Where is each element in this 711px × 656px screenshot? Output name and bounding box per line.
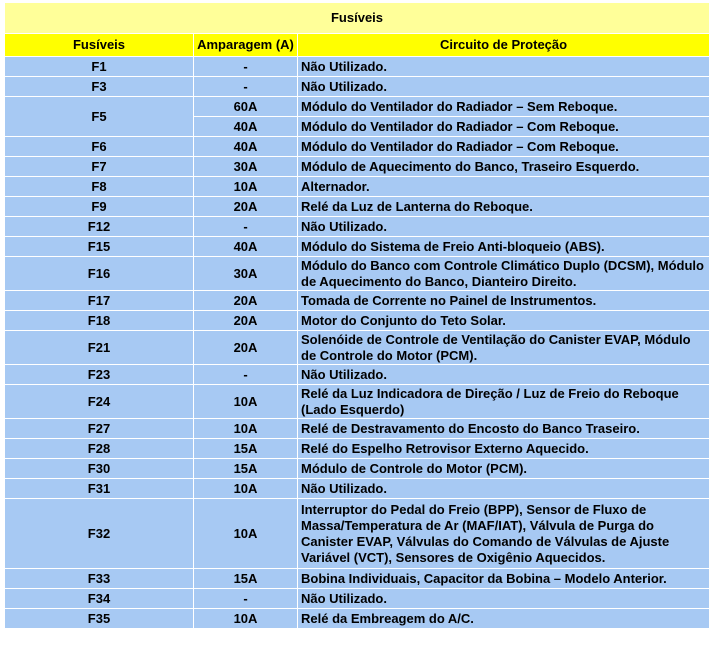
table-row xyxy=(5,137,710,157)
fuse-id-cell: F28 xyxy=(5,439,194,459)
circuit-cell: Não Utilizado. xyxy=(298,217,710,237)
table-row xyxy=(5,589,710,609)
table-row xyxy=(5,237,710,257)
table-row xyxy=(5,609,710,629)
table-row xyxy=(5,197,710,217)
table-body xyxy=(5,57,710,629)
fuse-id-cell: F9 xyxy=(5,197,194,217)
circuit-cell: Módulo do Banco com Controle Climático Duplo (DCSM), Módulo de Aquecimento do Banco, Dianteiro Direito. xyxy=(298,257,710,291)
fuse-id-cell: F21 xyxy=(5,331,194,365)
table-row xyxy=(5,291,710,311)
circuit-cell: Relé de Destravamento do Encosto do Banco Traseiro. xyxy=(298,419,710,439)
circuit-cell: Módulo de Aquecimento do Banco, Traseiro Esquerdo. xyxy=(298,157,710,177)
table-row xyxy=(5,499,710,569)
circuit-cell: Módulo de Controle do Motor (PCM). xyxy=(298,459,710,479)
header-amperage: Amparagem (A) xyxy=(194,34,298,57)
amperage-cell: - xyxy=(194,217,298,237)
circuit-cell: Módulo do Ventilador do Radiador – Com Reboque. xyxy=(298,117,710,137)
table-row xyxy=(5,57,710,77)
fuse-table xyxy=(4,2,710,629)
amperage-cell: 60A xyxy=(194,97,298,117)
table-row xyxy=(5,177,710,197)
fuse-id-cell: F15 xyxy=(5,237,194,257)
amperage-cell: 10A xyxy=(194,419,298,439)
table-row xyxy=(5,385,710,419)
fuse-id-cell: F32 xyxy=(5,499,194,569)
circuit-cell: Relé da Luz Indicadora de Direção / Luz de Freio do Reboque (Lado Esquerdo) xyxy=(298,385,710,419)
amperage-cell: - xyxy=(194,77,298,97)
circuit-cell: Relé da Embreagem do A/C. xyxy=(298,609,710,629)
amperage-cell: 10A xyxy=(194,385,298,419)
table-header-row xyxy=(5,34,710,57)
fuse-id-cell: F31 xyxy=(5,479,194,499)
circuit-cell: Solenóide de Controle de Ventilação do Canister EVAP, Módulo de Controle do Motor (PCM). xyxy=(298,331,710,365)
fuse-id-cell: F33 xyxy=(5,569,194,589)
table-row xyxy=(5,311,710,331)
amperage-cell: 40A xyxy=(194,237,298,257)
table-row xyxy=(5,257,710,291)
fuse-id-cell: F12 xyxy=(5,217,194,237)
circuit-cell: Motor do Conjunto do Teto Solar. xyxy=(298,311,710,331)
fuse-id-cell: F23 xyxy=(5,365,194,385)
circuit-cell: Não Utilizado. xyxy=(298,479,710,499)
amperage-cell: 20A xyxy=(194,311,298,331)
amperage-cell: 30A xyxy=(194,257,298,291)
amperage-cell: 30A xyxy=(194,157,298,177)
circuit-cell: Não Utilizado. xyxy=(298,589,710,609)
fuse-id-cell: F27 xyxy=(5,419,194,439)
table-title: Fusíveis xyxy=(5,3,710,34)
fuse-id-cell: F34 xyxy=(5,589,194,609)
fuse-id-cell: F30 xyxy=(5,459,194,479)
amperage-cell: 10A xyxy=(194,609,298,629)
circuit-cell: Não Utilizado. xyxy=(298,365,710,385)
table-row xyxy=(5,97,710,117)
fuse-id-cell: F5 xyxy=(5,97,194,137)
fuse-id-cell: F16 xyxy=(5,257,194,291)
circuit-cell: Alternador. xyxy=(298,177,710,197)
circuit-cell: Não Utilizado. xyxy=(298,77,710,97)
fuse-id-cell: F17 xyxy=(5,291,194,311)
amperage-cell: - xyxy=(194,589,298,609)
fuse-id-cell: F18 xyxy=(5,311,194,331)
amperage-cell: 15A xyxy=(194,459,298,479)
fuse-id-cell: F1 xyxy=(5,57,194,77)
circuit-cell: Módulo do Sistema de Freio Anti-bloqueio (ABS). xyxy=(298,237,710,257)
table-row xyxy=(5,419,710,439)
table-row xyxy=(5,479,710,499)
table-title-row xyxy=(5,3,710,34)
table-row xyxy=(5,77,710,97)
fuse-id-cell: F7 xyxy=(5,157,194,177)
circuit-cell: Módulo do Ventilador do Radiador – Com Reboque. xyxy=(298,137,710,157)
fuse-id-cell: F8 xyxy=(5,177,194,197)
circuit-cell: Relé do Espelho Retrovisor Externo Aquecido. xyxy=(298,439,710,459)
fuse-id-cell: F24 xyxy=(5,385,194,419)
amperage-cell: 15A xyxy=(194,439,298,459)
header-circuit: Circuito de Proteção xyxy=(298,34,710,57)
fuse-id-cell: F3 xyxy=(5,77,194,97)
fuse-id-cell: F35 xyxy=(5,609,194,629)
amperage-cell: - xyxy=(194,57,298,77)
circuit-cell: Relé da Luz de Lanterna do Reboque. xyxy=(298,197,710,217)
amperage-cell: - xyxy=(194,365,298,385)
amperage-cell: 40A xyxy=(194,137,298,157)
table-row xyxy=(5,157,710,177)
table-row xyxy=(5,331,710,365)
circuit-cell: Não Utilizado. xyxy=(298,57,710,77)
table-row xyxy=(5,217,710,237)
fuse-id-cell: F6 xyxy=(5,137,194,157)
circuit-cell: Módulo do Ventilador do Radiador – Sem Reboque. xyxy=(298,97,710,117)
table-row xyxy=(5,365,710,385)
amperage-cell: 20A xyxy=(194,291,298,311)
amperage-cell: 40A xyxy=(194,117,298,137)
amperage-cell: 10A xyxy=(194,479,298,499)
amperage-cell: 10A xyxy=(194,177,298,197)
amperage-cell: 20A xyxy=(194,197,298,217)
circuit-cell: Bobina Individuais, Capacitor da Bobina – Modelo Anterior. xyxy=(298,569,710,589)
circuit-cell: Interruptor do Pedal do Freio (BPP), Sensor de Fluxo de Massa/Temperatura de Ar (MAF/IAT), Válvula de Purga do Canister EVAP, Válvulas do Comando de Válvulas de Ajuste Variável (VCT), Sensores de Oxigênio Aquecidos. xyxy=(298,499,710,569)
circuit-cell: Tomada de Corrente no Painel de Instrumentos. xyxy=(298,291,710,311)
table-row xyxy=(5,569,710,589)
table-row xyxy=(5,459,710,479)
amperage-cell: 20A xyxy=(194,331,298,365)
amperage-cell: 15A xyxy=(194,569,298,589)
header-fuse: Fusíveis xyxy=(5,34,194,57)
table-row xyxy=(5,439,710,459)
amperage-cell: 10A xyxy=(194,499,298,569)
